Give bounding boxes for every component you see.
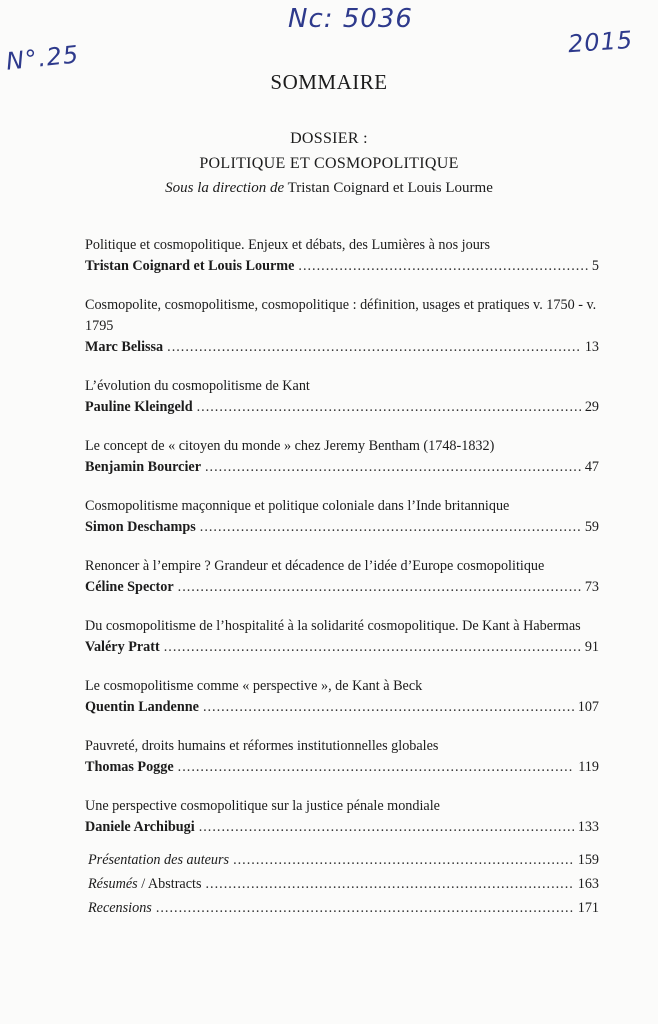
toc-entry[interactable] — [85, 556, 599, 598]
back-matter — [88, 850, 599, 922]
entry-author: Daniele Archibugi — [85, 819, 195, 835]
entry-page: 5 — [591, 258, 599, 274]
entry-title: Cosmopolitisme maçonnique et politique coloniale dans l’Inde britannique — [85, 498, 510, 514]
back-matter-label: Recensions — [88, 900, 152, 916]
dot-leader — [203, 697, 574, 718]
direction-prefix: Sous la direction de — [165, 180, 285, 196]
toc-entry[interactable] — [85, 616, 599, 658]
back-matter-suffix: / Abstracts — [137, 876, 202, 892]
entry-title: Pauvreté, droits humains et réformes institutionnelles globales — [85, 738, 439, 754]
dossier-direction — [0, 180, 658, 197]
dot-leader — [200, 517, 581, 538]
back-matter-item[interactable] — [88, 874, 599, 895]
entry-page: 59 — [584, 519, 599, 535]
back-matter-page: 163 — [577, 876, 599, 892]
dot-leader — [199, 817, 574, 838]
entry-author: Marc Belissa — [85, 339, 164, 355]
entry-title: L’évolution du cosmopolitisme de Kant — [85, 378, 310, 394]
entry-author: Simon Deschamps — [85, 519, 196, 535]
toc-entry[interactable] — [85, 736, 599, 778]
dot-leader — [298, 256, 588, 277]
entry-author: Quentin Landenne — [85, 699, 199, 715]
entry-title: Du cosmopolitisme de l’hospitalité à la solidarité cosmopolitique. De Kant à Habermas — [85, 618, 581, 634]
entry-title: Le concept de « citoyen du monde » chez Jeremy Bentham (1748-1832) — [85, 438, 495, 454]
entry-page: 133 — [577, 819, 599, 835]
entry-author: Thomas Pogge — [85, 759, 174, 775]
entry-page: 119 — [578, 759, 599, 775]
entry-author: Pauline Kleingeld — [85, 399, 193, 415]
dot-leader — [178, 757, 575, 778]
entry-author: Benjamin Bourcier — [85, 459, 201, 475]
entry-title: Une perspective cosmopolitique sur la justice pénale mondiale — [85, 798, 440, 814]
back-matter-label: Présentation des auteurs — [88, 852, 230, 868]
handwritten-call-number: Nc: 5036 — [288, 4, 413, 34]
table-of-contents — [85, 235, 599, 856]
dot-leader — [233, 850, 574, 871]
entry-title: Politique et cosmopolitique. Enjeux et débats, des Lumières à nos jours — [85, 237, 491, 253]
dot-leader — [178, 577, 581, 598]
toc-entry[interactable] — [85, 235, 599, 277]
toc-entry[interactable] — [85, 436, 599, 478]
entry-author: Valéry Pratt — [85, 639, 160, 655]
entry-page: 29 — [584, 399, 599, 415]
handwritten-issue-number: N°.25 — [4, 40, 81, 76]
page-title: SOMMAIRE — [270, 70, 388, 94]
entry-author: Céline Spector — [85, 579, 174, 595]
entry-author: Tristan Coignard et Louis Lourme — [85, 258, 295, 274]
dot-leader — [197, 397, 581, 418]
dot-leader — [164, 637, 581, 658]
toc-entry[interactable] — [85, 295, 599, 358]
entry-page: 47 — [584, 459, 599, 475]
entry-page: 91 — [584, 639, 599, 655]
direction-names: Tristan Coignard et Louis Lourme — [287, 180, 493, 196]
entry-title: Renoncer à l’empire ? Grandeur et décadence de l’idée d’Europe cosmopolitique — [85, 558, 545, 574]
dot-leader — [206, 874, 574, 895]
entry-title: Cosmopolite, cosmopolitisme, cosmopolitique : définition, usages et pratiques v. 1750 - v. 1795 — [85, 297, 597, 334]
back-matter-item[interactable] — [88, 898, 599, 919]
back-matter-item[interactable] — [88, 850, 599, 871]
dot-leader — [167, 337, 581, 358]
handwritten-year: 2015 — [567, 25, 634, 59]
back-matter-page: 171 — [577, 900, 599, 916]
dossier-theme: POLITIQUE ET COSMOPOLITIQUE — [199, 155, 459, 172]
back-matter-page: 159 — [577, 852, 599, 868]
dot-leader — [156, 898, 574, 919]
toc-entry[interactable] — [85, 676, 599, 718]
dossier-heading: DOSSIER : — [290, 130, 368, 147]
dot-leader — [205, 457, 581, 478]
toc-entry[interactable] — [85, 376, 599, 418]
toc-entry[interactable] — [85, 796, 599, 838]
entry-page: 107 — [577, 699, 599, 715]
entry-page: 73 — [584, 579, 599, 595]
toc-entry[interactable] — [85, 496, 599, 538]
back-matter-label: Résumés — [88, 876, 138, 892]
entry-title: Le cosmopolitisme comme « perspective », de Kant à Beck — [85, 678, 423, 694]
entry-page: 13 — [584, 339, 599, 355]
